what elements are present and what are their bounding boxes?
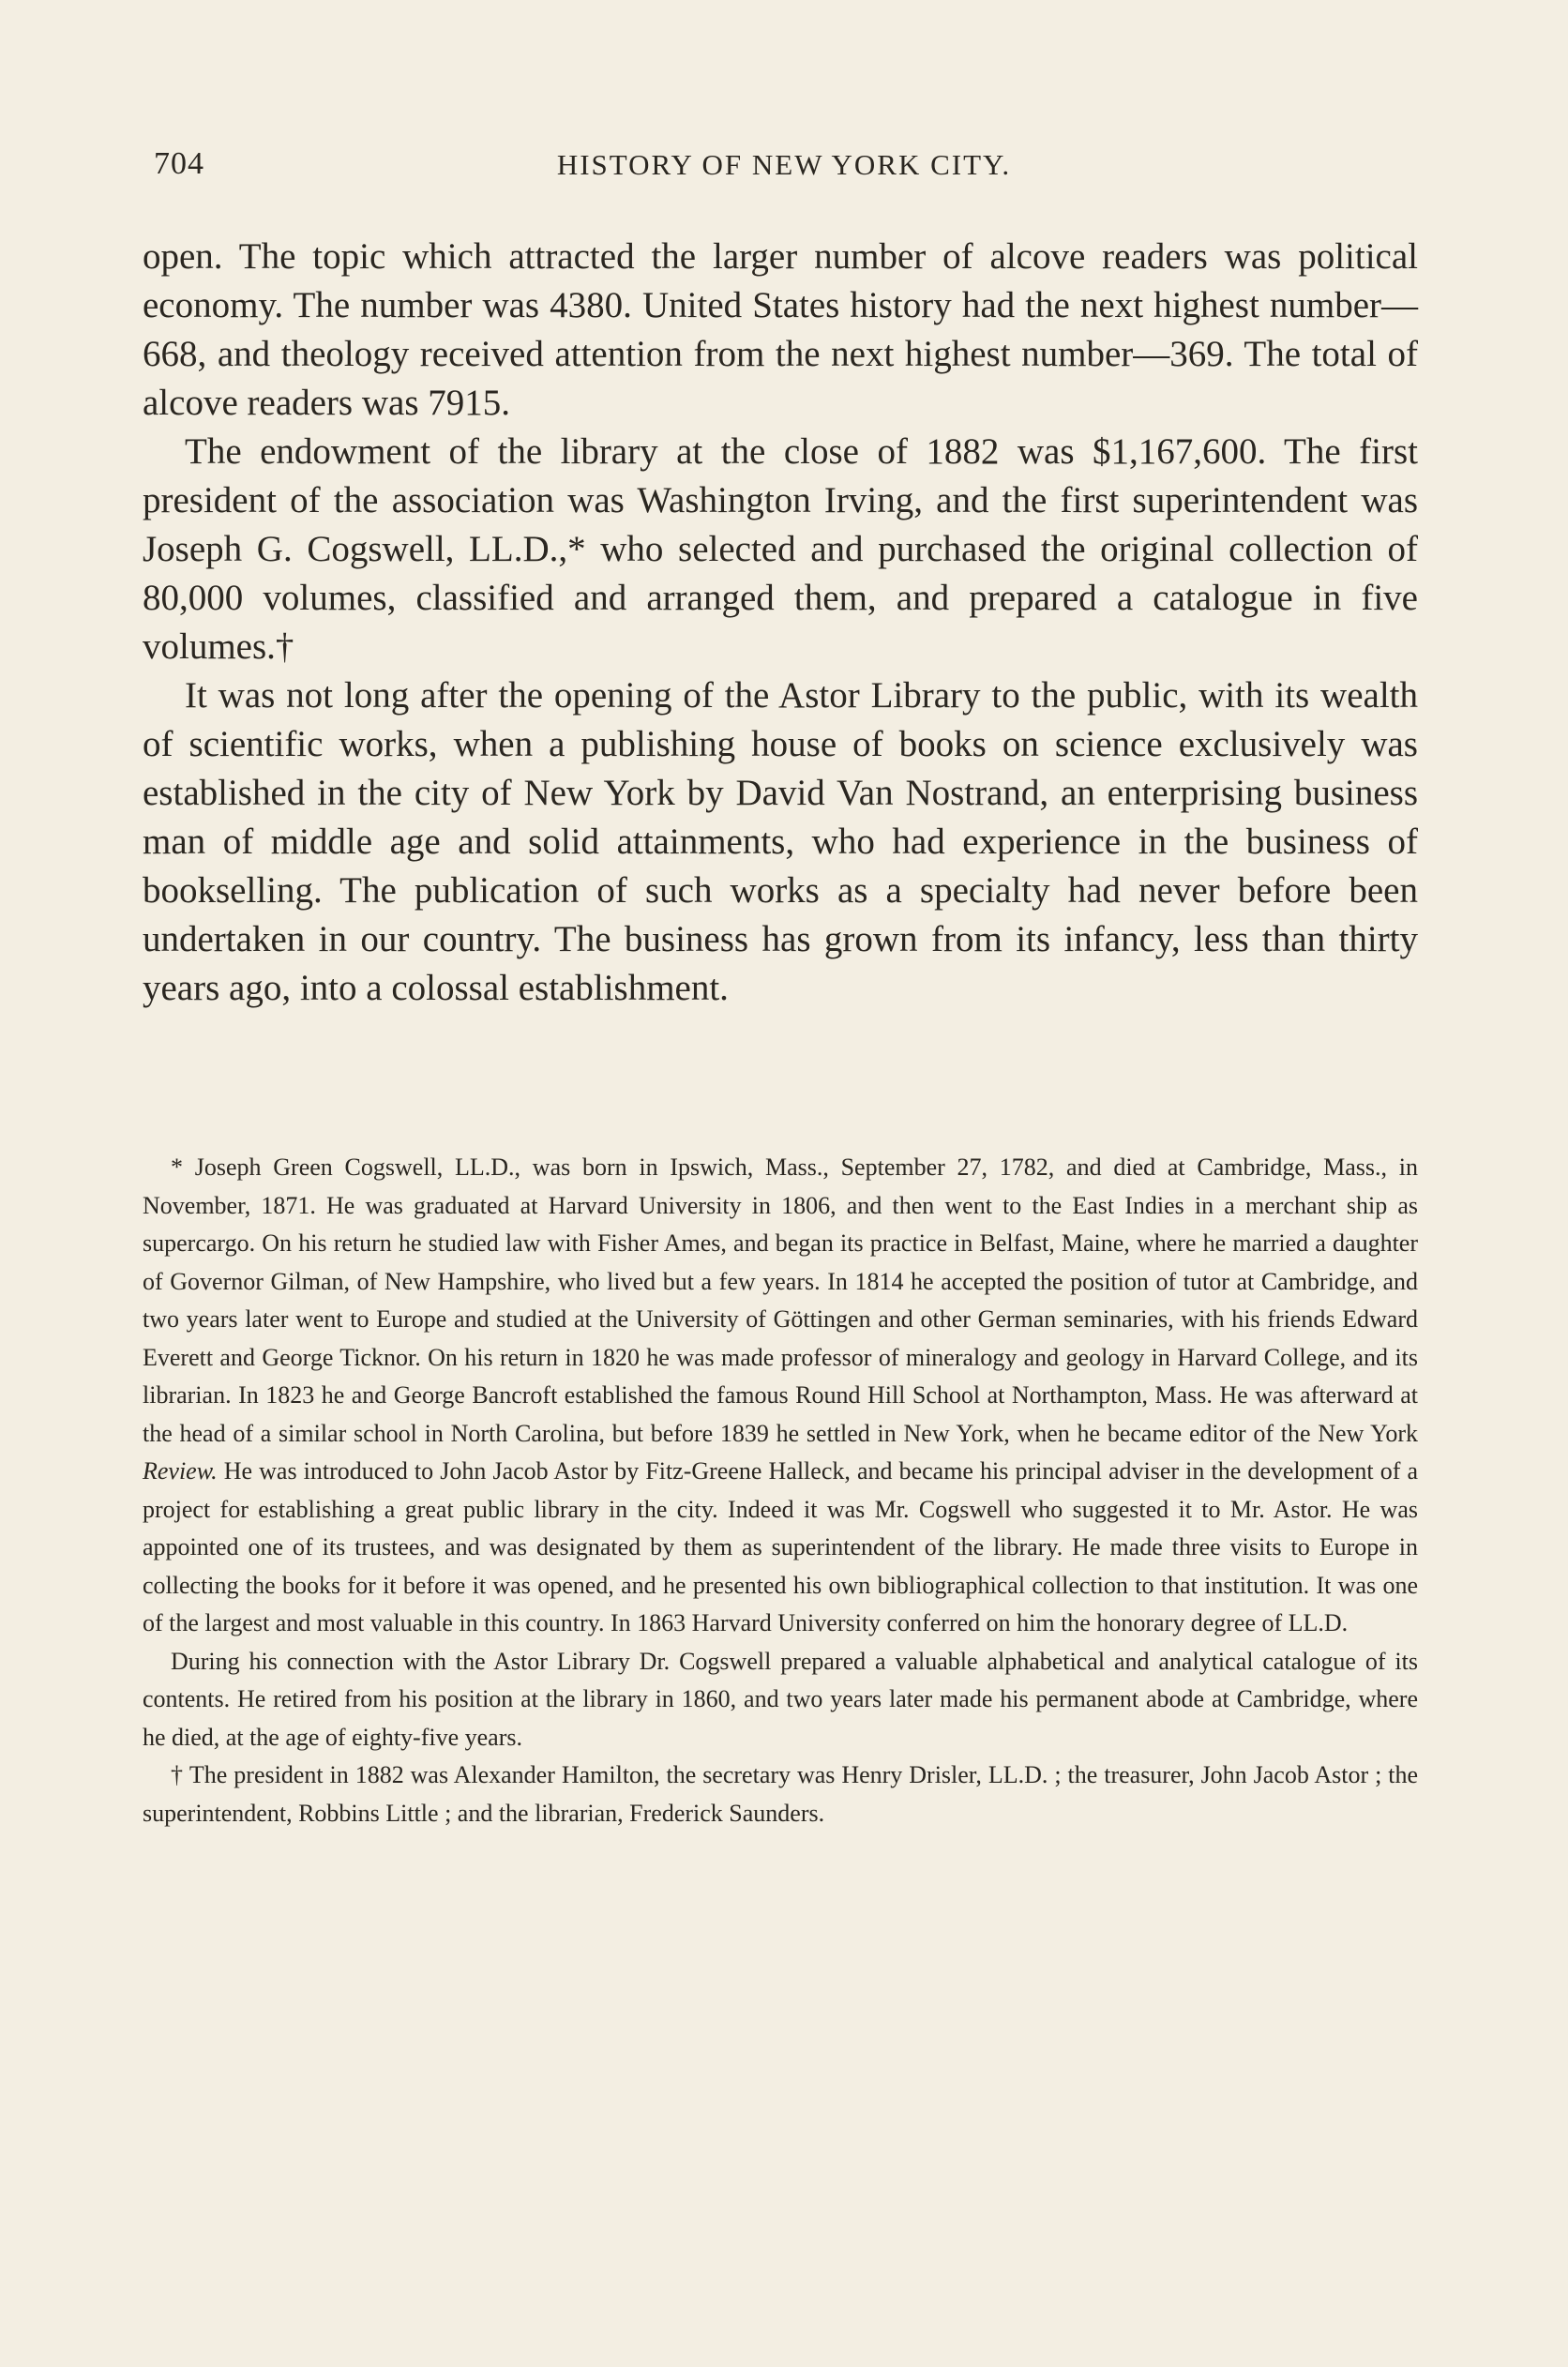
- footnote-italic-title: Review.: [143, 1457, 218, 1485]
- footnote-text: He was introduced to John Jacob Astor by Fitz-Greene Halleck, and became his principal adviser in the development of a project for establishing a great public library in the city. Indeed it was Mr. Cogswell who suggested it to Mr. Astor. He was appointed one of its trustees, and was designated by them as superintendent of the library. He made three visits to Europe in collecting the books for it before it was opened, and he presented his own bibliographical collection to that institution. It was one of the largest and most valuable in this country. In 1863 Harvard University conferred on him the honorary degree of LL.D.: [143, 1457, 1418, 1636]
- page-number: 704: [154, 146, 204, 181]
- footnote-cogswell-continued: During his connection with the Astor Library Dr. Cogswell prepared a valuable alphabetical and analytical catalogue of its contents. He retired from his position at the library in 1860, and two years later made his permanent abode at Cambridge, where he died, at the age of eighty-five years.: [143, 1647, 1418, 1751]
- footnote-president: † The president in 1882 was Alexander Hamilton, the secretary was Henry Drisler, LL.D. ; the treasurer, John Jacob Astor ; the superintendent, Robbins Little ; and the librarian, Frederick Saunders.: [143, 1761, 1418, 1827]
- body-text: [143, 233, 1418, 1013]
- footnotes: [143, 1149, 1418, 1832]
- running-head: HISTORY OF NEW YORK CITY.: [556, 148, 1012, 181]
- body-paragraph: The endowment of the library at the close of 1882 was $1,167,600. The first president of the association was Washington Irving, and the first superintendent was Joseph G. Cogswell, LL.D.,* who selected and purchased the original collection of 80,000 volumes, classified and arranged them, and prepared a catalogue in five volumes.†: [143, 431, 1418, 667]
- footnote-text: * Joseph Green Cogswell, LL.D., was born in Ipswich, Mass., September 27, 1782, and died at Cambridge, Mass., in November, 1871. He was graduated at Harvard University in 1806, and then went to the East Indies in a merchant ship as supercargo. On his return he studied law with Fisher Ames, and began its practice in Belfast, Maine, where he married a daughter of Governor Gilman, of New Hampshire, who lived but a few years. In 1814 he accepted the position of tutor at Cambridge, and two years later went to Europe and studied at the University of Göttingen and other German seminaries, with his friends Edward Everett and George Ticknor. On his return in 1820 he was made professor of mineralogy and geology in Harvard College, and its librarian. In 1823 he and George Bancroft established the famous Round Hill School at Northampton, Mass. He was afterward at the head of a similar school in North Carolina, but before 1839 he settled in New York, when he became editor of the New York: [143, 1153, 1418, 1447]
- footnote-cogswell: [143, 1149, 1418, 1643]
- body-paragraph: It was not long after the opening of the Astor Library to the public, with its wealth of scientific works, when a publishing house of books on science exclusively was established in the city of New York by David Van Nostrand, an enterprising business man of middle age and solid attainments, who had experience in the business of bookselling. The publication of such works as a specialty had never before been undertaken in our country. The business has grown from its infancy, less than thirty years ago, into a colossal establishment.: [143, 675, 1418, 1008]
- body-paragraph: open. The topic which attracted the larger number of alcove readers was political economy. The number was 4380. United States history had the next highest number—668, and theology received attention from the next highest number—369. The total of alcove readers was 7915.: [143, 236, 1418, 423]
